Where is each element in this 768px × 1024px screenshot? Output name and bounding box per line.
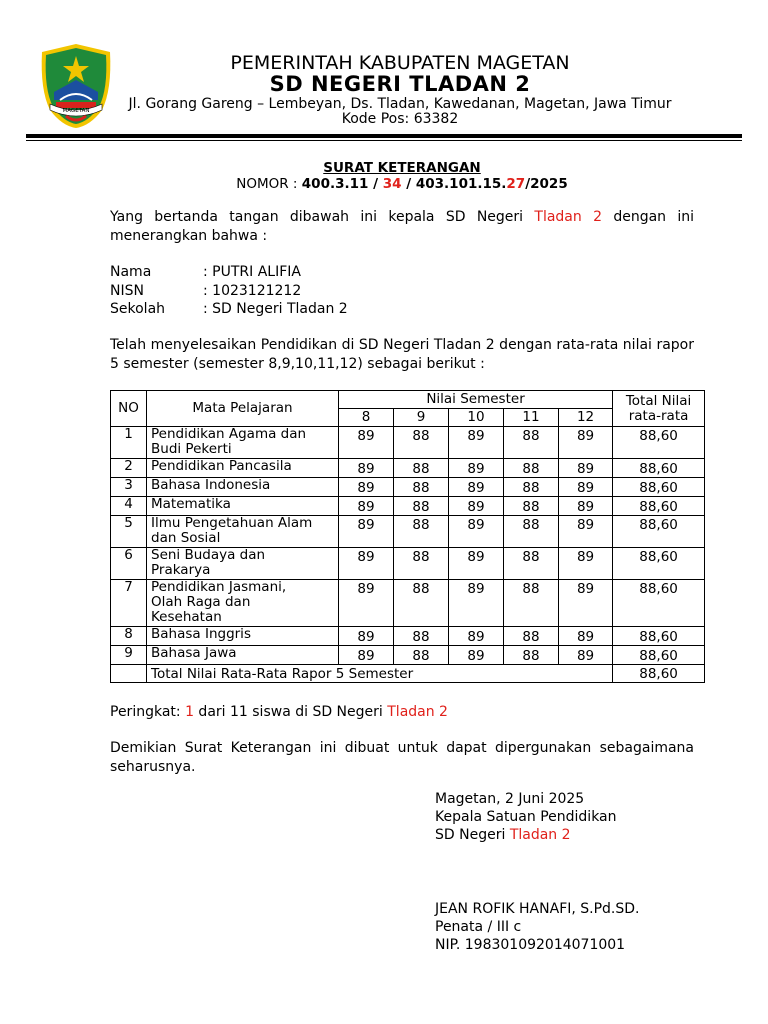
table-row [111,516,705,548]
subject-name [147,548,339,580]
semester-score: 89 [449,548,504,580]
table-row [111,427,705,459]
subject-name-line: Bahasa Jawa [151,645,237,661]
row-number: 7 [111,580,147,627]
average-score: 88,60 [613,516,705,548]
average-score: 88,60 [613,646,705,665]
table-row [111,478,705,497]
average-score: 88,60 [613,478,705,497]
student-school-row: Sekolah : SD Negeri Tladan 2 [110,301,348,317]
semester-header: 8 [339,409,394,427]
signature-place-date: Magetan, 2 Juni 2025 [435,791,585,807]
subject-name [147,478,339,497]
semester-score: 89 [559,478,613,497]
table-row [111,580,705,627]
semester-score: 88 [394,646,449,665]
average-score: 88,60 [613,459,705,478]
subject-name [147,627,339,646]
subject-name-line: Prakarya [151,562,211,578]
semester-score: 89 [339,627,394,646]
semester-score: 89 [559,427,613,459]
semester-score: 88 [504,497,559,516]
subject-name-line: Pendidikan Pancasila [151,458,292,474]
subject-name-line: Kesehatan [151,609,222,625]
signature-name: JEAN ROFIK HANAFI, S.Pd.SD. [435,901,640,917]
signature-school: SD Negeri Tladan 2 [435,827,571,843]
subject-name [147,580,339,627]
semester-score: 89 [559,646,613,665]
letter-title: SURAT KETERANGAN [323,160,481,176]
school-name-heading: SD NEGERI TLADAN 2 [269,72,531,96]
semester-score: 88 [504,427,559,459]
signature-rank: Penata / III c [435,919,522,935]
semester-header: 10 [449,409,504,427]
semester-score: 89 [559,497,613,516]
subject-name [147,646,339,665]
row-number: 1 [111,427,147,459]
semester-score: 89 [339,478,394,497]
semester-score: 88 [394,478,449,497]
average-score: 88,60 [613,580,705,627]
row-number: 9 [111,646,147,665]
letter-number: NOMOR : 400.3.11 / 34 / 403.101.15.27/2025 [236,176,568,192]
completion-paragraph: Telah menyelesaikan Pendidikan di SD Negeri Tladan 2 dengan rata-rata nilai rapor 5 semester (semester 8,9,10,11,12) sebagai berikut : [110,337,694,372]
col-header-subject: Mata Pelajaran [147,391,339,427]
ranking-line: Peringkat: 1 dari 11 siswa di SD Negeri Tladan 2 [110,704,448,720]
semester-score: 88 [394,580,449,627]
total-value: 88,60 [613,665,705,683]
semester-score: 88 [504,646,559,665]
semester-score: 88 [394,516,449,548]
total-empty-cell [111,665,147,683]
semester-score: 89 [339,427,394,459]
semester-score: 89 [559,516,613,548]
government-heading: PEMERINTAH KABUPATEN MAGETAN [230,52,570,74]
subject-name-line: Pendidikan Jasmani, [151,579,287,595]
total-label: Total Nilai Rata-Rata Rapor 5 Semester [147,665,613,683]
semester-score: 88 [504,548,559,580]
semester-score: 88 [504,516,559,548]
row-number: 6 [111,548,147,580]
semester-score: 88 [394,548,449,580]
semester-header: 9 [394,409,449,427]
semester-header: 12 [559,409,613,427]
semester-score: 89 [449,497,504,516]
subject-name [147,427,339,459]
average-score: 88,60 [613,627,705,646]
semester-score: 89 [559,459,613,478]
semester-score: 89 [339,497,394,516]
average-score: 88,60 [613,548,705,580]
table-row [111,548,705,580]
semester-score: 88 [394,459,449,478]
semester-score: 89 [339,516,394,548]
semester-header: 11 [504,409,559,427]
row-number: 2 [111,459,147,478]
semester-score: 89 [449,427,504,459]
semester-score: 89 [559,580,613,627]
col-header-no: NO [111,391,147,427]
semester-score: 89 [339,548,394,580]
table-row [111,627,705,646]
col-header-total: Total Nilai rata-rata [613,391,705,427]
table-row [111,646,705,665]
semester-score: 88 [394,427,449,459]
semester-score: 89 [559,627,613,646]
intro-paragraph: Yang bertanda tangan dibawah ini kepala SD Negeri Tladan 2 dengan ini menerangkan bahwa : [110,209,695,244]
semester-score: 88 [504,627,559,646]
magetan-regency-emblem-icon [36,42,116,130]
semester-score: 89 [449,627,504,646]
signature-position: Kepala Satuan Pendidikan [435,809,617,825]
row-number: 8 [111,627,147,646]
student-name-row: Nama : PUTRI ALIFIA [110,264,301,280]
subject-name-line: Olah Raga dan [151,594,251,610]
row-number: 5 [111,516,147,548]
semester-score: 88 [394,497,449,516]
emblem-text: MAGETAN [62,108,90,114]
semester-score: 88 [504,459,559,478]
semester-score: 89 [449,516,504,548]
semester-score: 89 [339,646,394,665]
semester-score: 89 [559,548,613,580]
row-number: 4 [111,497,147,516]
subject-name-line: dan Sosial [151,530,221,546]
subject-name-line: Ilmu Pengetahuan Alam [151,515,313,531]
subject-name [147,516,339,548]
semester-score: 89 [339,459,394,478]
semester-score: 89 [339,580,394,627]
col-header-semester: Nilai Semester [339,391,613,409]
signature-nip: NIP. 198301092014071001 [435,937,626,953]
closing-paragraph: Demikian Surat Keterangan ini dibuat untuk dapat dipergunakan sebagaimana seharusnya. [110,740,694,775]
average-score: 88,60 [613,427,705,459]
row-number: 3 [111,478,147,497]
student-nisn-row: NISN : 1023121212 [110,283,302,299]
subject-name [147,497,339,516]
semester-score: 88 [394,627,449,646]
average-score: 88,60 [613,497,705,516]
subject-name-line: Bahasa Indonesia [151,477,271,493]
subject-name [147,459,339,478]
semester-score: 88 [504,478,559,497]
semester-score: 88 [504,580,559,627]
subject-name-line: Matematika [151,496,231,512]
semester-score: 89 [449,478,504,497]
semester-score: 89 [449,580,504,627]
postal-code: Kode Pos: 63382 [341,111,459,127]
grades-table [110,390,705,683]
table-row [111,459,705,478]
subject-name-line: Seni Budaya dan [151,547,266,563]
semester-score: 89 [449,459,504,478]
table-row [111,497,705,516]
school-address: Jl. Gorang Gareng – Lembeyan, Ds. Tladan, Kawedanan, Magetan, Jawa Timur [128,96,672,112]
subject-name-line: Pendidikan Agama dan [151,426,307,442]
letterhead-divider-thick [26,134,742,138]
letterhead-divider-thin [26,140,742,141]
semester-score: 89 [449,646,504,665]
subject-name-line: Bahasa Inggris [151,626,251,642]
subject-name-line: Budi Pekerti [151,441,232,457]
